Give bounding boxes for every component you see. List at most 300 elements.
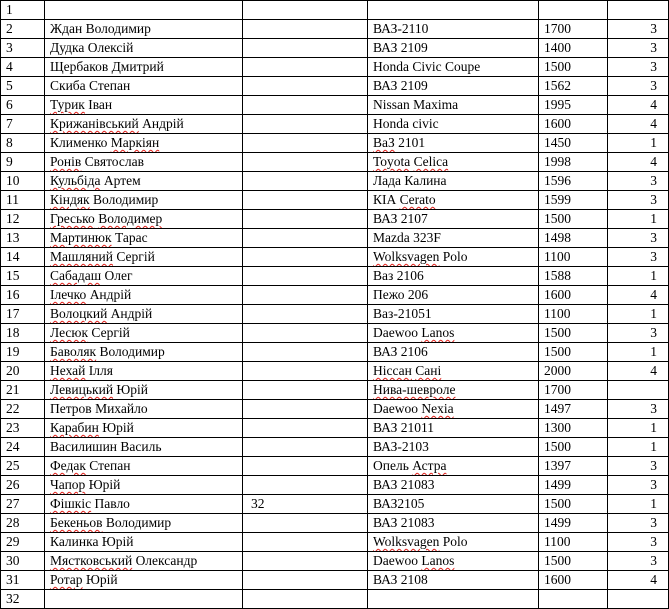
row-number-cell[interactable]: 5 <box>1 77 45 96</box>
car-model-cell[interactable] <box>368 400 539 419</box>
cell-word: Володимир <box>85 21 151 36</box>
cell-word: Wolksvagen <box>373 249 440 264</box>
row-number-cell[interactable]: 17 <box>1 305 45 324</box>
table-row <box>1 229 669 248</box>
engine-cell[interactable]: 1497 <box>539 400 608 419</box>
name-cell[interactable] <box>45 20 243 39</box>
engine-cell[interactable]: 1499 <box>539 514 608 533</box>
score-cell[interactable]: 3 <box>608 533 669 552</box>
car-model-cell[interactable] <box>368 229 539 248</box>
cell-word: Юрій <box>85 572 118 587</box>
name-cell[interactable] <box>45 590 243 609</box>
cell-word: Ніссан <box>373 363 412 378</box>
cell-word: Андрій <box>142 116 184 131</box>
name-cell[interactable] <box>45 191 243 210</box>
table-row <box>1 39 669 58</box>
cell-word: 2101 <box>398 135 426 150</box>
cell-word: Celica <box>413 154 449 169</box>
extra-cell[interactable] <box>243 20 368 39</box>
cell-word: Чапор <box>50 477 86 492</box>
cell-word: Михайло <box>95 401 148 416</box>
extra-cell[interactable] <box>243 400 368 419</box>
cell-word: Юрій <box>116 382 149 397</box>
car-model-cell[interactable] <box>368 39 539 58</box>
car-model-cell[interactable] <box>368 305 539 324</box>
name-cell[interactable] <box>45 438 243 457</box>
cell-word: Олександр <box>135 553 198 568</box>
row-number-cell[interactable]: 15 <box>1 267 45 286</box>
cell-word: Волоцкий <box>50 306 108 321</box>
engine-cell[interactable]: 1562 <box>539 77 608 96</box>
car-model-cell[interactable] <box>368 419 539 438</box>
name-cell[interactable] <box>45 533 243 552</box>
extra-cell[interactable] <box>243 229 368 248</box>
car-model-cell[interactable] <box>368 457 539 476</box>
cell-word: ВАЗ <box>373 477 398 492</box>
engine-cell[interactable]: 1600 <box>539 286 608 305</box>
cell-word: ВАЗ <box>373 572 398 587</box>
table-row <box>1 495 669 514</box>
cell-word: Опель <box>373 458 409 473</box>
engine-cell[interactable]: 1450 <box>539 134 608 153</box>
row-number-cell[interactable]: 31 <box>1 571 45 590</box>
extra-cell[interactable] <box>243 590 368 609</box>
score-cell[interactable]: 1 <box>608 419 669 438</box>
score-cell[interactable]: 3 <box>608 191 669 210</box>
score-cell[interactable]: 3 <box>608 58 669 77</box>
extra-cell[interactable] <box>243 134 368 153</box>
engine-cell[interactable]: 1700 <box>539 381 608 400</box>
cell-word: ВаЗ <box>373 135 395 150</box>
score-cell[interactable]: 1 <box>608 495 669 514</box>
score-cell[interactable]: 3 <box>608 514 669 533</box>
row-number-cell[interactable]: 26 <box>1 476 45 495</box>
name-cell[interactable] <box>45 571 243 590</box>
cell-word: Олексій <box>87 40 134 55</box>
cell-word: Daewoo <box>373 325 418 340</box>
cell-word: ВАЗ-2103 <box>373 439 429 454</box>
score-cell[interactable] <box>608 381 669 400</box>
cell-word: Мартинюк <box>50 230 112 245</box>
row-number-cell[interactable]: 12 <box>1 210 45 229</box>
extra-cell[interactable] <box>243 172 368 191</box>
score-cell[interactable]: 4 <box>608 96 669 115</box>
extra-cell[interactable] <box>243 115 368 134</box>
cell-word: Петров <box>50 401 92 416</box>
name-cell[interactable] <box>45 229 243 248</box>
cell-word: Кульбіда <box>50 173 101 188</box>
cell-word: 2109 <box>400 40 428 55</box>
cell-word: Василишин <box>50 439 118 454</box>
engine-cell[interactable]: 1500 <box>539 210 608 229</box>
engine-cell[interactable]: 1397 <box>539 457 608 476</box>
name-cell[interactable] <box>45 362 243 381</box>
engine-cell[interactable] <box>539 590 608 609</box>
row-number-cell[interactable]: 27 <box>1 495 45 514</box>
engine-cell[interactable]: 1100 <box>539 248 608 267</box>
car-model-cell[interactable] <box>368 210 539 229</box>
cell-word: Lanos <box>421 553 455 568</box>
name-cell[interactable] <box>45 1 243 20</box>
extra-cell[interactable] <box>243 1 368 20</box>
row-number-cell[interactable]: 4 <box>1 58 45 77</box>
score-cell[interactable]: 3 <box>608 77 669 96</box>
car-model-cell[interactable] <box>368 115 539 134</box>
extra-cell[interactable] <box>243 571 368 590</box>
score-cell[interactable]: 4 <box>608 153 669 172</box>
row-number-cell[interactable]: 29 <box>1 533 45 552</box>
cell-word: Клименко <box>50 135 108 150</box>
extra-cell[interactable] <box>243 191 368 210</box>
extra-cell[interactable] <box>243 381 368 400</box>
cell-word: ВАЗ <box>373 344 398 359</box>
engine-cell[interactable]: 1995 <box>539 96 608 115</box>
engine-cell[interactable]: 1700 <box>539 20 608 39</box>
cell-word: ВАЗ2105 <box>373 496 425 511</box>
cell-word: Ілечко <box>50 287 87 302</box>
table-row <box>1 305 669 324</box>
name-cell[interactable] <box>45 153 243 172</box>
car-model-cell[interactable] <box>368 495 539 514</box>
engine-cell[interactable]: 1500 <box>539 58 608 77</box>
table-row <box>1 476 669 495</box>
cell-word: Мястковський <box>50 553 133 568</box>
cell-word: 323F <box>413 230 441 245</box>
cell-word: Бекеньов <box>50 515 103 530</box>
cell-word: Ротар <box>50 572 83 587</box>
score-cell[interactable]: 4 <box>608 115 669 134</box>
engine-cell[interactable]: 1500 <box>539 495 608 514</box>
engine-cell[interactable]: 1599 <box>539 191 608 210</box>
cell-word: Калина <box>404 173 447 188</box>
cell-word: Артем <box>103 173 141 188</box>
score-cell[interactable]: 1 <box>608 438 669 457</box>
row-number-cell[interactable]: 21 <box>1 381 45 400</box>
car-model-cell[interactable] <box>368 96 539 115</box>
car-model-cell[interactable] <box>368 153 539 172</box>
table-row <box>1 1 669 20</box>
cell-word: Лада <box>373 173 402 188</box>
name-cell[interactable] <box>45 514 243 533</box>
name-cell[interactable] <box>45 210 243 229</box>
table-row <box>1 172 669 191</box>
score-cell[interactable] <box>608 1 669 20</box>
cell-word: Нехай <box>50 363 86 378</box>
extra-cell[interactable] <box>243 267 368 286</box>
car-model-cell[interactable] <box>368 590 539 609</box>
cell-word: ВАЗ <box>373 515 398 530</box>
score-cell[interactable]: 1 <box>608 267 669 286</box>
cell-word: Ваз <box>373 268 394 283</box>
name-cell[interactable] <box>45 476 243 495</box>
table-row <box>1 343 669 362</box>
car-model-cell[interactable] <box>368 476 539 495</box>
extra-cell[interactable] <box>243 552 368 571</box>
engine-cell[interactable]: 1600 <box>539 571 608 590</box>
cell-word: ВАЗ-2110 <box>373 21 429 36</box>
table-row <box>1 514 669 533</box>
row-number-cell[interactable]: 20 <box>1 362 45 381</box>
extra-cell[interactable] <box>243 248 368 267</box>
score-cell[interactable]: 3 <box>608 20 669 39</box>
table-row <box>1 96 669 115</box>
cell-word: 21083 <box>400 477 435 492</box>
car-model-cell[interactable] <box>368 248 539 267</box>
engine-cell[interactable]: 1500 <box>539 438 608 457</box>
cell-word: Федак <box>50 458 86 473</box>
cell-word: Андрій <box>110 306 153 321</box>
car-model-cell[interactable] <box>368 571 539 590</box>
score-cell[interactable]: 4 <box>608 286 669 305</box>
cell-word: Toyota <box>373 154 411 169</box>
row-number-cell[interactable]: 11 <box>1 191 45 210</box>
name-cell[interactable] <box>45 305 243 324</box>
row-number-cell[interactable]: 22 <box>1 400 45 419</box>
car-model-cell[interactable] <box>368 286 539 305</box>
extra-cell[interactable] <box>243 58 368 77</box>
table-row <box>1 115 669 134</box>
row-number-cell[interactable]: 7 <box>1 115 45 134</box>
cell-word: Маркіян <box>110 135 160 150</box>
extra-cell[interactable] <box>243 324 368 343</box>
car-model-cell[interactable] <box>368 191 539 210</box>
car-model-cell[interactable] <box>368 362 539 381</box>
car-model-cell[interactable] <box>368 552 539 571</box>
name-cell[interactable] <box>45 381 243 400</box>
score-cell[interactable]: 1 <box>608 210 669 229</box>
name-cell[interactable] <box>45 495 243 514</box>
row-number-cell[interactable]: 2 <box>1 20 45 39</box>
cell-word: Wolksvagen <box>373 534 440 549</box>
cell-word: Тарас <box>114 230 148 245</box>
table-row <box>1 267 669 286</box>
score-cell[interactable]: 3 <box>608 400 669 419</box>
row-number-cell[interactable]: 25 <box>1 457 45 476</box>
cell-word: 2107 <box>400 211 428 226</box>
cell-word: Нива-шевроле <box>373 382 456 397</box>
score-cell[interactable]: 3 <box>608 476 669 495</box>
cell-word: civic <box>412 116 439 131</box>
cell-word: Polo <box>442 249 468 264</box>
name-cell[interactable] <box>45 58 243 77</box>
score-cell[interactable]: 3 <box>608 324 669 343</box>
row-number-cell[interactable]: 30 <box>1 552 45 571</box>
cell-word: Володимер <box>98 211 163 226</box>
table-row <box>1 381 669 400</box>
row-number-cell[interactable]: 14 <box>1 248 45 267</box>
engine-cell[interactable] <box>539 1 608 20</box>
name-cell[interactable] <box>45 286 243 305</box>
cell-word: Машляний <box>50 249 114 264</box>
extra-cell[interactable]: 32 <box>243 495 368 514</box>
row-number-cell[interactable]: 32 <box>1 590 45 609</box>
name-cell[interactable] <box>45 115 243 134</box>
table-row <box>1 438 669 457</box>
score-cell[interactable]: 4 <box>608 362 669 381</box>
extra-cell[interactable] <box>243 362 368 381</box>
table-row <box>1 362 669 381</box>
engine-cell[interactable]: 1500 <box>539 324 608 343</box>
table-row <box>1 533 669 552</box>
engine-cell[interactable]: 1500 <box>539 343 608 362</box>
table-row <box>1 153 669 172</box>
name-cell[interactable] <box>45 343 243 362</box>
table-row <box>1 20 669 39</box>
extra-cell[interactable] <box>243 438 368 457</box>
table-row <box>1 58 669 77</box>
cell-word: Сергій <box>91 325 130 340</box>
row-number-cell[interactable]: 28 <box>1 514 45 533</box>
extra-cell[interactable] <box>243 343 368 362</box>
cell-word: Карабин <box>50 420 99 435</box>
name-cell[interactable] <box>45 96 243 115</box>
cell-word: Володимир <box>93 192 159 207</box>
score-cell[interactable]: 1 <box>608 134 669 153</box>
score-cell[interactable]: 3 <box>608 229 669 248</box>
row-number-cell[interactable]: 13 <box>1 229 45 248</box>
cell-word: Дудка <box>50 40 85 55</box>
extra-cell[interactable] <box>243 286 368 305</box>
cell-word: Пежо <box>373 287 405 302</box>
cell-word: Сані <box>415 363 442 378</box>
score-cell[interactable]: 4 <box>608 571 669 590</box>
row-number-cell[interactable]: 10 <box>1 172 45 191</box>
engine-cell[interactable]: 1100 <box>539 305 608 324</box>
extra-cell[interactable] <box>243 210 368 229</box>
row-number-cell[interactable]: 6 <box>1 96 45 115</box>
cell-word: Daewoo <box>373 553 418 568</box>
cell-word: Олег <box>104 268 133 283</box>
cell-word: 2106 <box>400 344 428 359</box>
engine-cell[interactable]: 1498 <box>539 229 608 248</box>
cell-word: Гресько <box>50 211 95 226</box>
extra-cell[interactable] <box>243 153 368 172</box>
car-model-cell[interactable] <box>368 77 539 96</box>
cell-word: Honda <box>373 116 409 131</box>
table-row <box>1 400 669 419</box>
cell-word: Андрій <box>89 287 132 302</box>
car-model-cell[interactable] <box>368 20 539 39</box>
table-row <box>1 191 669 210</box>
engine-cell[interactable]: 1499 <box>539 476 608 495</box>
extra-cell[interactable] <box>243 533 368 552</box>
cell-word: Кіндяк <box>50 192 90 207</box>
cell-word: Степан <box>89 458 131 473</box>
car-model-cell[interactable] <box>368 533 539 552</box>
car-model-cell[interactable] <box>368 438 539 457</box>
name-cell[interactable] <box>45 324 243 343</box>
score-cell[interactable]: 1 <box>608 343 669 362</box>
car-model-cell[interactable] <box>368 343 539 362</box>
car-model-cell[interactable] <box>368 324 539 343</box>
score-cell[interactable]: 3 <box>608 248 669 267</box>
table-body <box>1 1 669 609</box>
cell-word: 206 <box>407 287 429 302</box>
extra-cell[interactable] <box>243 476 368 495</box>
row-number-cell[interactable]: 9 <box>1 153 45 172</box>
name-cell[interactable] <box>45 248 243 267</box>
row-number-cell[interactable]: 3 <box>1 39 45 58</box>
cell-word: 2109 <box>400 78 428 93</box>
engine-cell[interactable]: 1600 <box>539 115 608 134</box>
engine-cell[interactable]: 1596 <box>539 172 608 191</box>
name-cell[interactable] <box>45 172 243 191</box>
row-number-cell[interactable]: 19 <box>1 343 45 362</box>
score-cell[interactable]: 3 <box>608 552 669 571</box>
name-cell[interactable] <box>45 77 243 96</box>
row-number-cell[interactable]: 16 <box>1 286 45 305</box>
car-model-cell[interactable] <box>368 514 539 533</box>
cell-word: Володимир <box>105 515 172 530</box>
cell-word: Nissan <box>373 97 410 112</box>
car-model-cell[interactable] <box>368 58 539 77</box>
score-cell[interactable]: 3 <box>608 39 669 58</box>
table-row <box>1 134 669 153</box>
name-cell[interactable] <box>45 39 243 58</box>
extra-cell[interactable] <box>243 39 368 58</box>
name-cell[interactable] <box>45 457 243 476</box>
car-model-cell[interactable] <box>368 267 539 286</box>
cell-word: Mazda <box>373 230 410 245</box>
name-cell[interactable] <box>45 552 243 571</box>
car-model-cell[interactable] <box>368 1 539 20</box>
car-model-cell[interactable] <box>368 172 539 191</box>
car-model-cell[interactable] <box>368 381 539 400</box>
cell-word: Скиба <box>50 78 86 93</box>
engine-cell[interactable]: 1588 <box>539 267 608 286</box>
cell-word: Polo <box>442 534 468 549</box>
engine-cell[interactable]: 1998 <box>539 153 608 172</box>
table-row <box>1 248 669 267</box>
row-number-cell[interactable]: 23 <box>1 419 45 438</box>
cell-word: Астра <box>412 458 447 473</box>
score-cell[interactable]: 1 <box>608 305 669 324</box>
engine-cell[interactable]: 1300 <box>539 419 608 438</box>
extra-cell[interactable] <box>243 96 368 115</box>
name-cell[interactable] <box>45 419 243 438</box>
name-cell[interactable] <box>45 134 243 153</box>
name-cell[interactable] <box>45 267 243 286</box>
cell-word: Ілля <box>88 363 113 378</box>
extra-cell[interactable] <box>243 305 368 324</box>
car-model-cell[interactable] <box>368 134 539 153</box>
cell-word: Civic <box>412 59 442 74</box>
table-row <box>1 552 669 571</box>
extra-cell[interactable] <box>243 77 368 96</box>
cell-word: Володимир <box>99 344 165 359</box>
score-cell[interactable]: 3 <box>608 457 669 476</box>
extra-cell[interactable] <box>243 514 368 533</box>
cell-word: Турик <box>50 97 85 112</box>
row-number-cell[interactable]: 8 <box>1 134 45 153</box>
row-number-cell[interactable]: 18 <box>1 324 45 343</box>
extra-cell[interactable] <box>243 419 368 438</box>
score-cell[interactable] <box>608 590 669 609</box>
engine-cell[interactable]: 1400 <box>539 39 608 58</box>
table-row <box>1 324 669 343</box>
engine-cell[interactable]: 1500 <box>539 552 608 571</box>
row-number-cell[interactable]: 1 <box>1 1 45 20</box>
cell-word: Сабадаш <box>50 268 102 283</box>
cell-word: 21083 <box>400 515 435 530</box>
row-number-cell[interactable]: 24 <box>1 438 45 457</box>
engine-cell[interactable]: 2000 <box>539 362 608 381</box>
table-row <box>1 457 669 476</box>
name-cell[interactable] <box>45 400 243 419</box>
extra-cell[interactable] <box>243 457 368 476</box>
engine-cell[interactable]: 1100 <box>539 533 608 552</box>
score-cell[interactable]: 3 <box>608 172 669 191</box>
